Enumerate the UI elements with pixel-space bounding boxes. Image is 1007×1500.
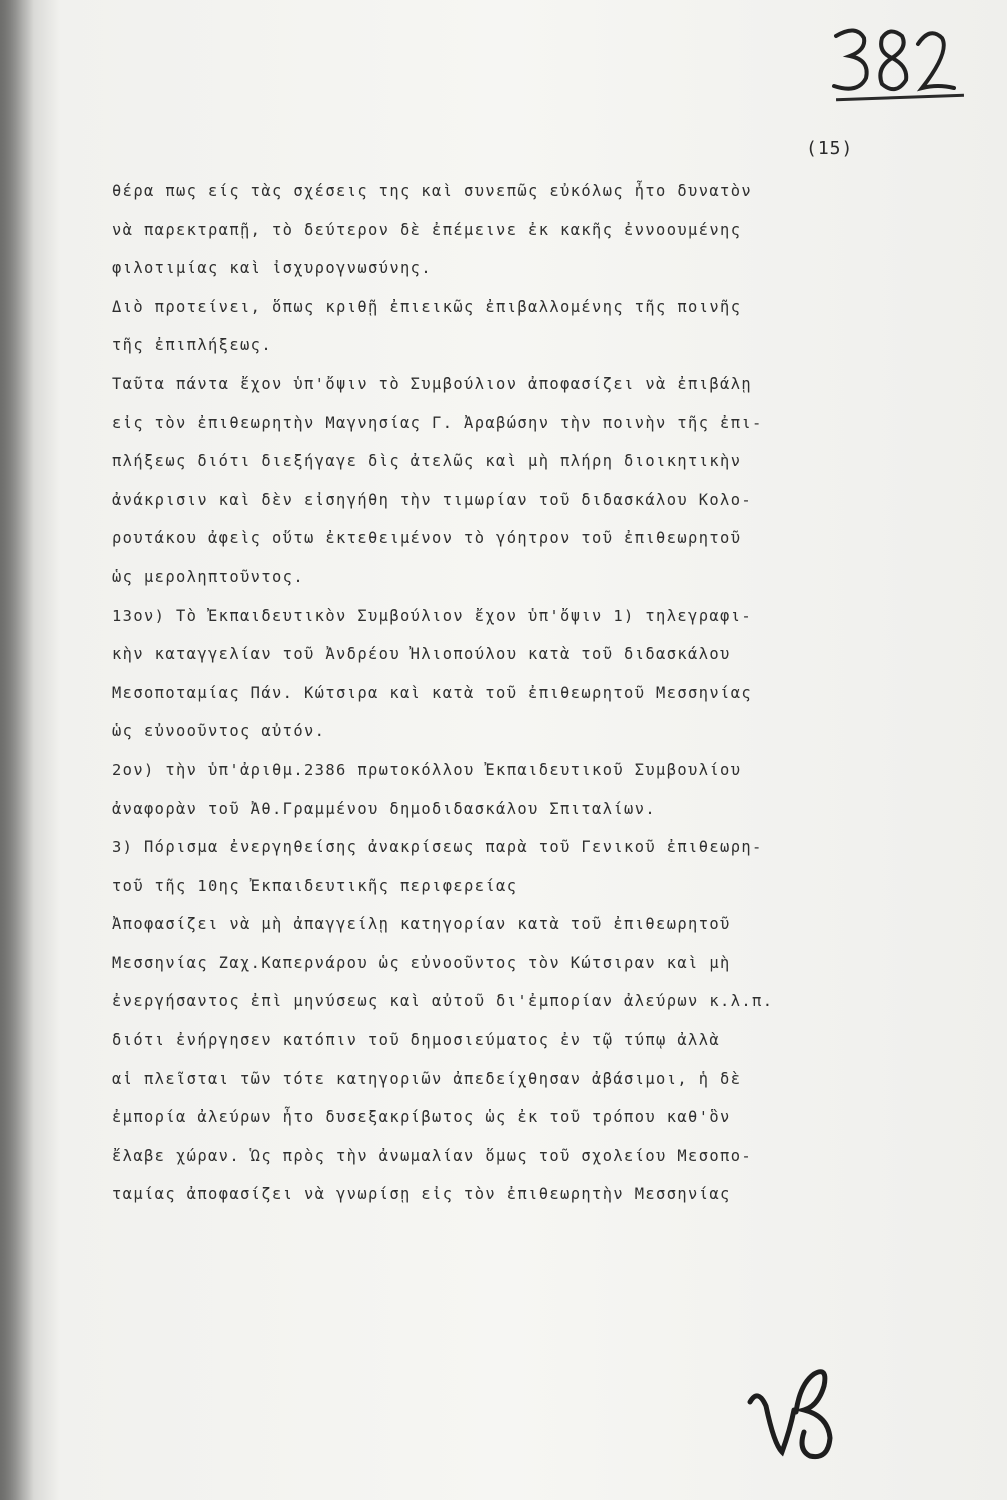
text-line: ρουτάκου ἀφεὶς οὕτω ἐκτεθειμένον τὸ γόητρον τοῦ ἐπιθεωρητοῦ: [112, 529, 742, 548]
text-line: ἔλαβε χώραν. Ὡς πρὸς τὴν ἀνωμαλίαν ὅμως τοῦ σχολείου Μεσοπο-: [112, 1146, 753, 1165]
text-line: ὡς εὐνοοῦντος αὐτόν.: [112, 722, 326, 741]
text-line: κὴν καταγγελίαν τοῦ Ἀνδρέου Ἠλιοπούλου κατὰ τοῦ διδασκάλου: [112, 645, 731, 664]
text-line: Μεσοποταμίας Πάν. Κώτσιρα καὶ κατὰ τοῦ ἐπιθεωρητοῦ Μεσσηνίας: [112, 683, 753, 702]
text-line: τῆς ἐπιπλήξεως.: [112, 336, 273, 355]
text-line: πλήξεως διότι διεξήγαγε δὶς ἀτελῶς καὶ μὴ πλήρη διοικητικὴν: [112, 452, 742, 471]
text-line: Ἀποφασίζει νὰ μὴ ἀπαγγείλῃ κατηγορίαν κατὰ τοῦ ἐπιθεωρητοῦ: [112, 915, 731, 934]
text-line: νὰ παρεκτραπῇ, τὸ δεύτερον δὲ ἐπέμεινε ἐκ κακῆς ἐννοουμένης: [112, 220, 742, 239]
text-line: Ταῦτα πάντα ἔχον ὑπ'ὄψιν τὸ Συμβούλιον ἀποφασίζει νὰ ἐπιβάλῃ: [112, 374, 753, 393]
text-line: Διὸ προτείνει, ὅπως κριθῇ ἐπιεικῶς ἐπιβαλλομένης τῆς ποινῆς: [112, 297, 742, 316]
text-line: αἱ πλεῖσται τῶν τότε κατηγοριῶν ἀπεδείχθησαν ἀβάσιμοι, ἡ δὲ: [112, 1069, 742, 1088]
text-line: διότι ἐνήργησεν κατόπιν τοῦ δημοσιεύματος ἐν τῷ τύπῳ ἀλλὰ: [112, 1031, 721, 1050]
text-line: φιλοτιμίας καὶ ἰσχυρογνωσύνης.: [112, 259, 433, 278]
text-line: ὡς μεροληπτοῦντος.: [112, 567, 305, 586]
text-line: ἐνεργήσαντος ἐπὶ μηνύσεως καὶ αὐτοῦ δι'ἐμπορίαν ἀλεύρων κ.λ.π.: [112, 992, 774, 1011]
text-line: θέρα πως είς τὰς σχέσεις της καὶ συνεπῶς εὐκόλως ἦτο δυνατὸν: [112, 182, 753, 200]
handwritten-folio-number: [826, 22, 956, 102]
text-line: Μεσσηνίας Ζαχ.Καπερνάρου ὡς εὐνοοῦντος τὸν Κώτσιραν καὶ μὴ: [112, 953, 731, 972]
text-line: εἰς τὸν ἐπιθεωρητὴν Μαγνησίας Γ. Ἀραβώσην τὴν ποινὴν τῆς ἐπι-: [112, 413, 763, 432]
text-line: 13ον) Τὸ Ἐκπαιδευτικὸν Συμβούλιον ἔχον ὑπ'ὄψιν 1) τηλεγραφι-: [112, 606, 753, 625]
text-line: ἐμπορία ἀλεύρων ἦτο δυσεξακρίβωτος ὡς ἐκ τοῦ τρόπου καθ'ὃν: [112, 1108, 731, 1127]
text-line: 2ον) τὴν ὑπ'ἀριθμ.2386 πρωτοκόλλου Ἐκπαιδευτικοῦ Συμβουλίου: [112, 760, 742, 779]
handwritten-initials: [744, 1360, 844, 1470]
text-line: ἀναφορὰν τοῦ Ἀθ.Γραμμένου δημοδιδασκάλου Σπιταλίων.: [112, 799, 657, 818]
text-line: τοῦ τῆς 10ης Ἐκπαιδευτικῆς περιφερείας: [112, 876, 518, 895]
text-line: ἀνάκρισιν καὶ δὲν εἰσηγήθη τὴν τιμωρίαν τοῦ διδασκάλου Κολο-: [112, 490, 753, 509]
text-line: ταμίας ἀποφασίζει νὰ γνωρίσῃ εἰς τὸν ἐπιθεωρητὴν Μεσσηνίας: [112, 1185, 731, 1204]
page-number: (15): [806, 138, 854, 159]
document-body: [112, 172, 972, 1214]
scan-edge-shadow: [0, 0, 34, 1500]
text-line: 3) Πόρισμα ἐνεργηθείσης ἀνακρίσεως παρὰ τοῦ Γενικοῦ ἐπιθεωρη-: [112, 838, 763, 857]
